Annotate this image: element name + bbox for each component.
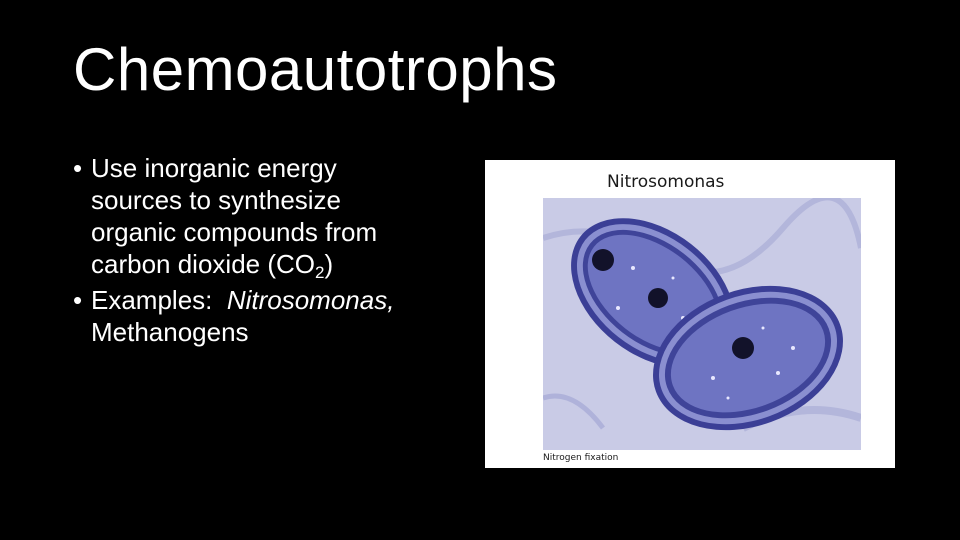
figure-caption: Nitrosomonas (607, 172, 725, 192)
co2-prefix: carbon dioxide (CO (91, 249, 315, 279)
cell-granule (776, 371, 780, 375)
examples-lead: Examples: (91, 285, 227, 315)
examples-nitrosomonas: Nitrosomonas, (226, 285, 395, 315)
bullet-item-examples (73, 284, 483, 348)
bullet-text-line-co2 (91, 248, 483, 280)
cell-granule (672, 277, 675, 280)
figure-footer: Nitrogen fixation (543, 453, 619, 463)
bullet-list (73, 152, 483, 352)
cell-granule (762, 327, 765, 330)
bullet-text-line: Use inorganic energy (91, 153, 337, 183)
cell-dark-spot (592, 249, 614, 271)
examples-methanogens: Methanogens (91, 317, 249, 347)
bullet-marker: • (73, 285, 83, 315)
cell-granule (711, 376, 715, 380)
bullet-text-line: organic compounds from (91, 217, 378, 247)
micrograph-image (543, 198, 861, 450)
bullet-item-definition (73, 152, 483, 280)
co2-suffix: ) (324, 249, 334, 279)
co2-subscript: 2 (315, 263, 325, 282)
cell-dark-spot (732, 337, 754, 359)
cell-granule (791, 346, 795, 350)
cell-granule (631, 266, 635, 270)
bullet-marker: • (73, 153, 83, 183)
bullet-text-line (91, 284, 483, 316)
cell-granule (616, 306, 620, 310)
cell-dark-spot (648, 288, 668, 308)
bullet-text-line: sources to synthesize (91, 185, 342, 215)
nitrosomonas-figure (485, 160, 895, 468)
cell-granule (727, 397, 730, 400)
slide-title: Chemoautotrophs (73, 36, 558, 103)
